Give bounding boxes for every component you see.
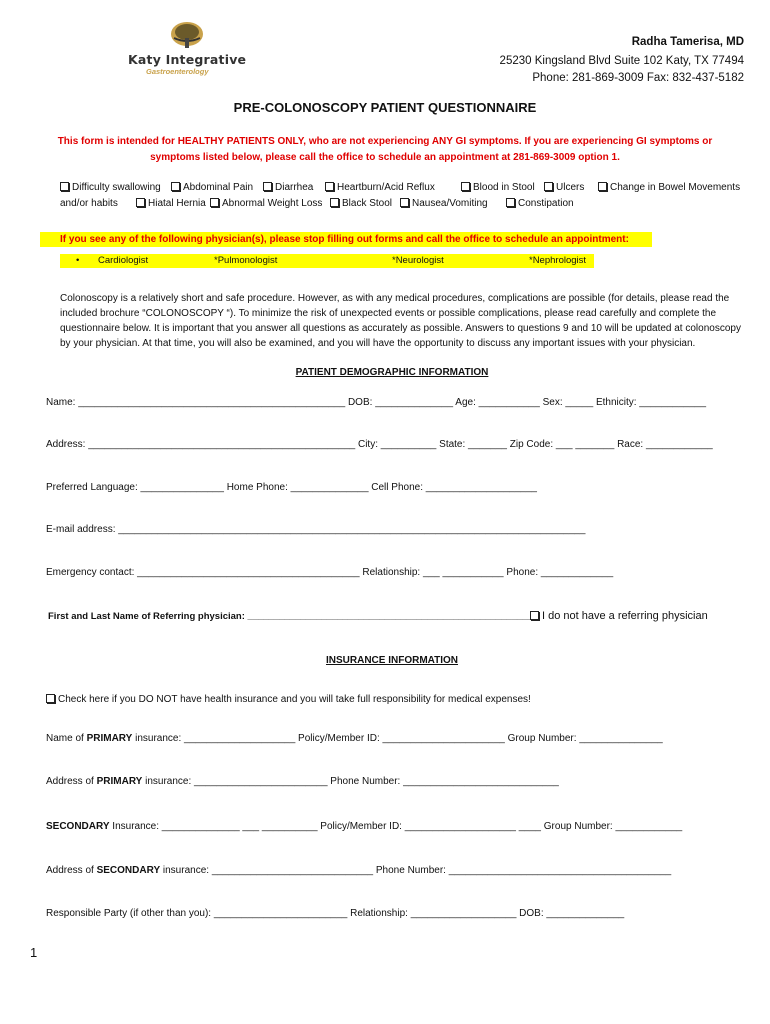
symptom-abdominal-pain[interactable]: Abdominal Pain [171, 180, 253, 196]
physician-nephrologist: *Nephrologist [529, 255, 587, 266]
physician-bullet: • [76, 255, 80, 266]
symptom-ulcers[interactable]: Ulcers [544, 180, 584, 196]
logo-subtitle: Gastroenterology [146, 67, 209, 76]
symptom-difficulty-swallowing[interactable]: Difficulty swallowing [60, 180, 161, 196]
checkbox-icon[interactable] [330, 198, 339, 207]
tree-logo-icon [170, 20, 204, 50]
clinic-logo [110, 20, 260, 78]
checkbox-icon[interactable] [598, 182, 607, 191]
doctor-name: Radha Tamerisa, MD [631, 36, 744, 48]
checkbox-icon[interactable] [210, 198, 219, 207]
checkbox-icon[interactable] [60, 182, 69, 191]
email-field[interactable]: E-mail address: ____________________________________________________________________________________ [46, 524, 586, 535]
checkbox-icon[interactable] [136, 198, 145, 207]
notice-line-2: symptoms listed below, please call the office to schedule an appointment at 281-869-3009 option 1. [150, 152, 620, 163]
responsible-party-field[interactable]: Responsible Party (if other than you): ________________________ Relationship: ___________________ DOB: ______________ [46, 908, 625, 919]
physician-pulmonologist: *Pulmonologist [214, 255, 278, 266]
notice-line-1: This form is intended for HEALTHY PATIENTS ONLY, who are not experiencing ANY GI symptoms. If you are experiencing GI symptoms or [57, 136, 713, 147]
emergency-contact-field[interactable]: Emergency contact: ________________________________________ Relationship: ___ ___________ Phone: _____________ [46, 567, 614, 578]
physician-cardiologist: Cardiologist [98, 255, 149, 266]
symptom-change-bowel[interactable]: Change in Bowel Movements [598, 180, 740, 196]
symptom-change-bowel-cont: and/or habits [60, 198, 118, 209]
checkbox-icon[interactable] [544, 182, 553, 191]
clinic-address: 25230 Kingsland Blvd Suite 102 Katy, TX 77494 [499, 55, 744, 67]
no-insurance-checkbox[interactable]: Check here if you DO NOT have health insurance and you will take full responsibility for medical expenses! [46, 694, 531, 705]
symptom-heartburn[interactable]: Heartburn/Acid Reflux [325, 180, 435, 196]
physician-warning: If you see any of the following physician(s), please stop filling out forms and call the office to schedule an appointment: [60, 234, 629, 245]
symptom-hiatal-hernia[interactable]: Hiatal Hernia [136, 196, 206, 212]
symptom-constipation[interactable]: Constipation [506, 196, 574, 212]
referring-physician-field[interactable]: First and Last Name of Referring physician: ______________________________________________________ [48, 611, 533, 622]
intro-paragraph: Colonoscopy is a relatively short and safe procedure. However, as with any medical procedures, complications are possible (for details, please read the included brochure “COLONOSCOPY “). To minimize the risk of unexpected events or possible complications, please read carefully and complete the questionnaire below. It is important that you answer all questions as accurately as possible. Answers to questions 9 and 10 will be updated at colonoscopy by your physician. At that time, you will also be examined, and you will have the opportunity to discuss any important issues with your physician. [60, 293, 741, 349]
page-number: 1 [30, 945, 38, 960]
primary-address-field[interactable]: Address of PRIMARY insurance: ________________________ Phone Number: ____________________________ [46, 776, 559, 787]
clinic-phone: Phone: 281-869-3009 Fax: 832-437-5182 [532, 72, 744, 84]
no-referring-checkbox[interactable]: I do not have a referring physician [530, 610, 708, 622]
secondary-address-field[interactable]: Address of SECONDARY insurance: _____________________________ Phone Number: ________________________________________ [46, 865, 672, 876]
logo-name: Katy Integrative [128, 52, 247, 67]
checkbox-icon[interactable] [46, 694, 55, 703]
checkbox-icon[interactable] [461, 182, 470, 191]
demographic-heading: PATIENT DEMOGRAPHIC INFORMATION [295, 367, 489, 378]
language-phone-field[interactable]: Preferred Language: _______________ Home Phone: ______________ Cell Phone: ____________________ [46, 482, 537, 493]
checkbox-icon[interactable] [325, 182, 334, 191]
symptom-diarrhea[interactable]: Diarrhea [263, 180, 313, 196]
secondary-insurance-field[interactable]: SECONDARY Insurance: ______________ ___ __________ Policy/Member ID: ____________________ ____ Group Number: ____________ [46, 821, 683, 832]
symptom-blood-in-stool[interactable]: Blood in Stool [461, 180, 535, 196]
name-dob-field[interactable]: Name: ________________________________________________ DOB: ______________ Age: ___________ Sex: _____ Ethnicity: ____________ [46, 397, 707, 408]
checkbox-icon[interactable] [530, 611, 539, 620]
symptom-black-stool[interactable]: Black Stool [330, 196, 392, 212]
page-title: PRE-COLONOSCOPY PATIENT QUESTIONNAIRE [233, 100, 537, 115]
primary-insurance-field[interactable]: Name of PRIMARY insurance: ____________________ Policy/Member ID: ______________________ Group Number: _______________ [46, 733, 663, 744]
checkbox-icon[interactable] [263, 182, 272, 191]
checkbox-icon[interactable] [400, 198, 409, 207]
address-field[interactable]: Address: ________________________________________________ City: __________ State: _______ Zip Code: ___ _______ Race: ____________ [46, 439, 713, 450]
physician-neurologist: *Neurologist [392, 255, 444, 266]
checkbox-icon[interactable] [506, 198, 515, 207]
checkbox-icon[interactable] [171, 182, 180, 191]
symptom-weight-loss[interactable]: Abnormal Weight Loss [210, 196, 322, 212]
symptom-nausea[interactable]: Nausea/Vomiting [400, 196, 488, 212]
insurance-heading: INSURANCE INFORMATION [325, 655, 459, 666]
